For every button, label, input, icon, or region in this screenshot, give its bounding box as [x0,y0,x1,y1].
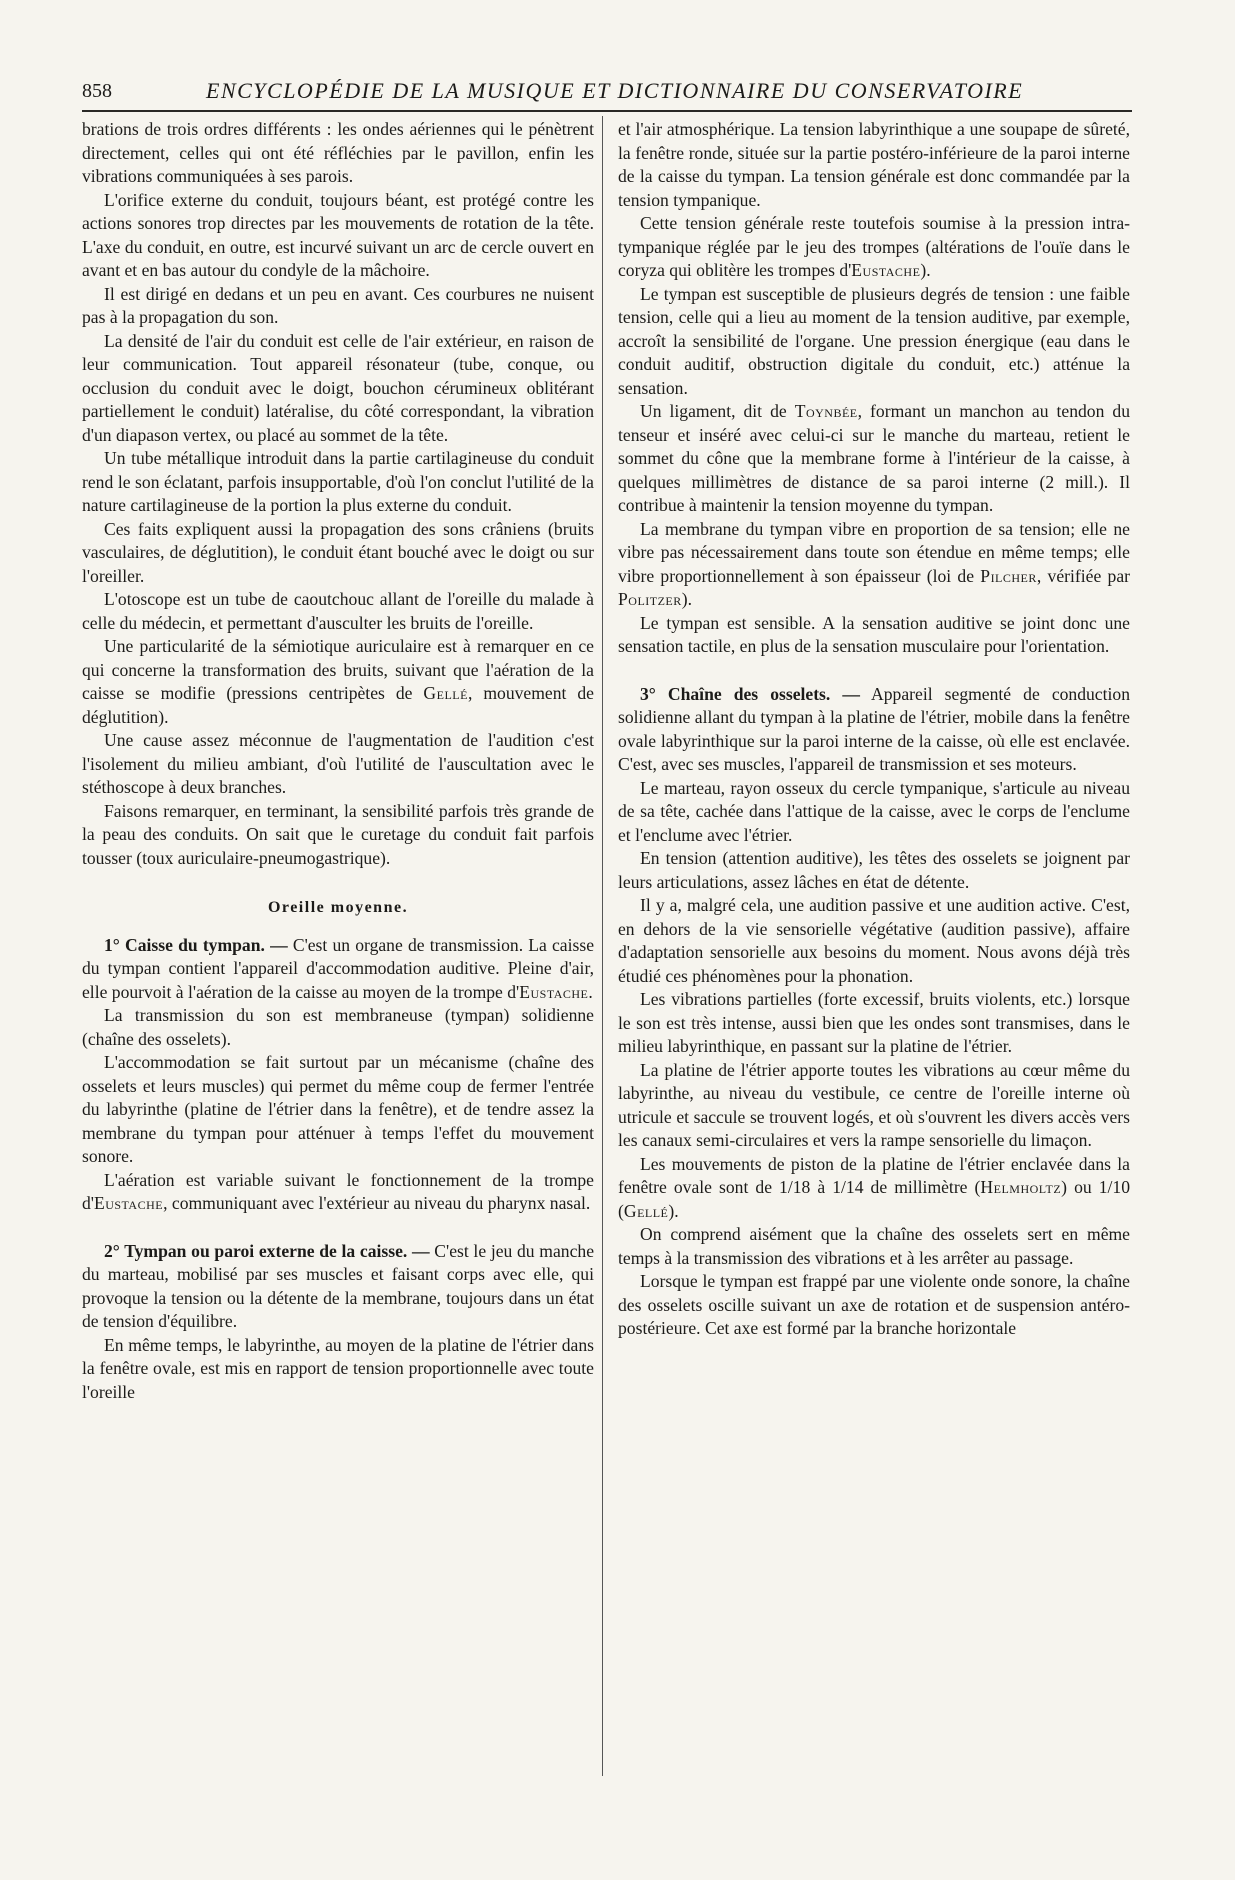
text: Appareil segmenté de conduction solidienne allant du tympan à la platine de l'étrier, mobile dans la fenêtre ovale labyrinthique sur la paroi interne de la caisse, où elle est enclavée. C'est, avec ses muscles, l'appareil de transmission et ses moteurs. [618,683,1130,774]
paragraph: En tension (attention auditive), les têtes des osselets se joignent par leurs articulations, assez lâches en état de détente. [618,848,1130,892]
paragraph: Un tube métallique introduit dans la partie cartilagineuse du conduit rend le son éclatant, parfois insupportable, d'où l'on conclut l'utilité de la nature cartilagineuse de la portion la plus externe du conduit. [82,448,594,515]
author-name: Pilcher [980,565,1037,586]
text: ). [681,589,693,609]
paragraph: Il y a, malgré cela, une audition passive et une audition active. C'est, en dehors de la vie sensorielle végétative (audition passive), affaire d'adaptation sensorielle aux besoins du moment. Nous avons déjà très étudié ces phénomènes pour la phonation. [618,895,1130,986]
paragraph [618,1153,1130,1224]
text: , formant un manchon au tendon du tenseur et inséré avec celui-ci sur le manche du marteau, retient le sommet du cône que la membrane forme à l'intérieur de la caisse, à quelques millimètres de distance de sa paroi interne (2 mill.). Il contribue à maintenir la tension moyenne du tympan. [618,401,1130,515]
paragraph: Le tympan est sensible. A la sensation auditive se joint donc une sensation tactile, en plus de la sensation musculaire pour l'orientation. [618,612,1130,656]
text: Cette tension générale reste toutefois soumise à la pression intra-tympanique réglée par le jeu des trompes (altérations de l'ouïe dans le coryza qui oblitère les trompes d' [618,213,1130,280]
author-name: Eustache [519,981,589,1002]
paragraph: L'otoscope est un tube de caoutchouc allant de l'oreille du malade à celle du médecin, et permettant d'ausculter les bruits de l'oreille. [82,589,594,633]
author-name: Gellé [423,683,468,703]
paragraph: La transmission du son est membraneuse (tympan) solidienne (chaîne des osselets). [82,1005,594,1049]
text: , vérifiée par [1036,565,1130,586]
paragraph: brations de trois ordres différents : les ondes aériennes qui le pénètrent directement, celles qui ont été réfléchies par le pavillon, enfin les vibrations communiquées à ses parois. [82,119,594,186]
paragraph: La platine de l'étrier apporte toutes les vibrations au cœur même du labyrinthe, au niveau du vestibule, ce centre de l'oreille interne où utricule et saccule se trouvent logés, et où s'ouvrent les divers accès vers les canaux semi-circulaires et vers la rampe sensorielle du limaçon. [618,1059,1130,1150]
text: . [588,981,593,1002]
subsection-heading: 3° Chaîne des osselets. — [640,683,860,704]
column-rule [602,116,603,1776]
paragraph [82,934,594,1005]
paragraph: Les vibrations partielles (forte excessif, bruits violents, etc.) lorsque le son est très intense, aussi bien que les ondes sont transmises, dans le milieu labyrinthique, en passant sur la platine de l'étrier. [618,989,1130,1056]
right-column [618,118,1130,1341]
text: ) ou 1/10 ( [618,1177,1130,1221]
author-name: Eustache [93,1193,164,1213]
author-name: Toynbée [794,401,858,421]
paragraph [618,400,1130,518]
subsection-heading: 1° Caisse du tympan. — [104,934,288,955]
header-title: ENCYCLOPÉDIE DE LA MUSIQUE ET DICTIONNAIRE DU CONSERVATOIRE [206,78,1024,103]
author-name: Politzer [618,589,682,609]
text: Un ligament, dit de [640,401,795,421]
author-name: Gellé [623,1200,669,1221]
page-number: 858 [82,80,112,102]
text: Une particularité de la sémiotique auriculaire est à remarquer en ce qui concerne la transformation des bruits, suivant que l'aération de la caisse se modifie (pressions centripètes de [82,636,594,703]
paragraph: Faisons remarquer, en terminant, la sensibilité parfois très grande de la peau des conduits. On sait que le curetage du conduit fait parfois tousser (toux auriculaire-pneumogastrique). [82,800,594,868]
paragraph: Il est dirigé en dedans et un peu en avant. Ces courbures ne nuisent pas à la propagation du son. [82,283,594,327]
paragraph [618,683,1130,777]
left-column [82,118,594,1404]
text: L'aération est variable suivant le fonctionnement de la trompe d' [82,1169,594,1213]
text: C'est le jeu du manche du marteau, mobilisé par ses muscles et faisant corps avec elle, qui provoque la tension ou la détente de la membrane, toujours dans un état de tension d'équilibre. [82,1240,594,1331]
paragraph: Le tympan est susceptible de plusieurs degrés de tension : une faible tension, celle qui a lieu au moment de la tension auditive, par exemple, accroît la sensibilité de l'organe. Une pression énergique (eau dans le conduit auditif, obstruction digitale du conduit, etc.) atténue la sensation. [618,283,1130,398]
paragraph [82,1169,594,1216]
paragraph: Le marteau, rayon osseux du cercle tympanique, s'articule au niveau de sa tête, cachée dans l'attique de la caisse, avec le corps de l'enclume et l'enclume avec l'étrier. [618,777,1130,845]
paragraph: et l'air atmosphérique. La tension labyrinthique a une soupape de sûreté, la fenêtre ronde, située sur la partie postéro-inférieure de la paroi interne de la caisse du tympan. La tension générale est donc commandée par la tension tympanique. [618,119,1130,210]
paragraph [82,635,594,729]
paragraph: L'accommodation se fait surtout par un mécanisme (chaîne des osselets et leurs muscles) qui permet du même coup de fermer l'entrée du labyrinthe (platine de l'étrier dans la fenêtre), et de tendre assez la membrane du tympan pour atténuer à temps l'effet du mouvement sonore. [82,1052,594,1166]
paragraph [618,518,1130,612]
paragraph: L'orifice externe du conduit, toujours béant, est protégé contre les actions sonores trop directes par les mouvements de rotation de la tête. L'axe du conduit, en outre, est incurvé suivant un arc de cercle ouvert en avant et en bas autour du condyle de la mâchoire. [82,189,594,280]
author-name: Helmholtz [980,1177,1062,1197]
paragraph: En même temps, le labyrinthe, au moyen de la platine de l'étrier dans la fenêtre ovale, est mis en rapport de tension proportionnelle avec toute l'oreille [82,1334,594,1402]
paragraph: Ces faits expliquent aussi la propagation des sons crâniens (bruits vasculaires, de déglutition), le conduit étant bouché avec le doigt ou sur l'oreiller. [82,518,594,586]
paragraph: La densité de l'air du conduit est celle de l'air extérieur, en raison de leur communication. Tout appareil résonateur (tube, conque, ou occlusion du conduit avec le doigt, bouchon cérumineux oblitérant partiellement le conduit) latéralise, du côté correspondant, la vibration d'un diapason vertex, ou placé au sommet de la tête. [82,330,594,445]
text: Les mouvements de piston de la platine de l'étrier enclavée dans la fenêtre ovale sont de 1/18 à 1/14 de millimètre ( [618,1153,1130,1197]
paragraph: Une cause assez méconnue de l'augmentation de l'audition c'est l'isolement du milieu ambiant, d'où l'utilité de l'auscultation avec le stéthoscope à deux branches. [82,730,594,797]
paragraph [82,1240,594,1334]
text: , mouvement de déglutition). [82,683,594,727]
author-name: Eustache [851,260,921,280]
text: C'est un organe de transmission. La caisse du tympan contient l'appareil d'accommodation auditive. Pleine d'air, elle pourvoit à l'aération de la caisse au moyen de la trompe d' [82,934,594,1002]
text: La membrane du tympan vibre en proportion de sa tension; elle ne vibre pas nécessairement dans toute son étendue en même temps; elle vibre proportionnellement à son épaisseur (loi de [618,518,1130,586]
subsection-heading: 2° Tympan ou paroi externe de la caisse. — [104,1240,430,1261]
text: ). [668,1200,679,1221]
text: , communiquant avec l'extérieur au niveau du pharynx nasal. [163,1193,591,1213]
paragraph: On comprend aisément que la chaîne des osselets sert en même temps à la transmission des vibrations et à les arrêter au passage. [618,1224,1130,1268]
running-header [82,74,1132,112]
section-heading: Oreille moyenne. [267,899,409,916]
paragraph: Lorsque le tympan est frappé par une violente onde sonore, la chaîne des osselets oscille suivant un axe de rotation et de suspension antéro-postérieure. Cet axe est formé par la branche horizontale [618,1271,1130,1338]
text: ). [920,260,931,280]
paragraph [618,212,1130,283]
